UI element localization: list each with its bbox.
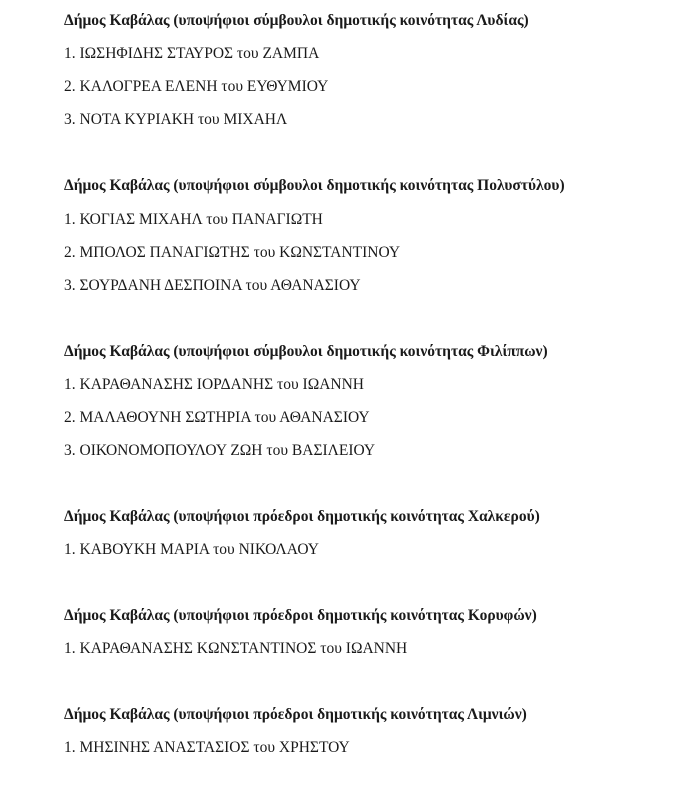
- spacer: [0, 566, 681, 599]
- candidate-entry: 1. ΚΑΒΟΥΚΗ ΜΑΡΙΑ του ΝΙΚΟΛΑΟΥ: [64, 541, 319, 558]
- candidate-entry: 1. ΚΑΡΑΘΑΝΑΣΗΣ ΙΟΡΔΑΝΗΣ του ΙΩΑΝΝΗ: [64, 376, 364, 393]
- spacer: [0, 302, 681, 335]
- candidate-entry: 1. ΙΩΣΗΦΙΔΗΣ ΣΤΑΥΡΟΣ του ΖΑΜΠΑ: [64, 45, 320, 62]
- section-heading: Δήμος Καβάλας (υποψήφιοι πρόεδροι δημοτικής κοινότητας Λιμνιών): [64, 706, 527, 723]
- spacer: [0, 136, 681, 169]
- candidate-entry: 3. ΝΟΤΑ ΚΥΡΙΑΚΗ του ΜΙΧΑΗΛ: [64, 111, 288, 128]
- section-lydia: [0, 0, 681, 136]
- candidate-entry: 1. ΜΗΣΙΝΗΣ ΑΝΑΣΤΑΣΙΟΣ του ΧΡΗΣΤΟΥ: [64, 739, 350, 756]
- candidate-entry: 1. ΚΑΡΑΘΑΝΑΣΗΣ ΚΩΝΣΤΑΝΤΙΝΟΣ του ΙΩΑΝΝΗ: [64, 640, 408, 657]
- section-heading: Δήμος Καβάλας (υποψήφιοι πρόεδροι δημοτικής κοινότητας Κορυφών): [64, 607, 537, 624]
- spacer: [0, 467, 681, 500]
- candidate-entry: 2. ΜΠΟΛΟΣ ΠΑΝΑΓΙΩΤΗΣ του ΚΩΝΣΤΑΝΤΙΝΟΥ: [64, 244, 401, 261]
- section-polystylos: [0, 169, 681, 302]
- candidate-entry: 3. ΟΙΚΟΝΟΜΟΠΟΥΛΟΥ ΖΩΗ του ΒΑΣΙΛΕΙΟΥ: [64, 442, 376, 459]
- section-chalkero: [0, 500, 681, 566]
- section-heading: Δήμος Καβάλας (υποψήφιοι σύμβουλοι δημοτικής κοινότητας Πολυστύλου): [64, 177, 565, 194]
- candidate-entry: 2. ΜΑΛΑΘΟΥΝΗ ΣΩΤΗΡΙΑ του ΑΘΑΝΑΣΙΟΥ: [64, 409, 370, 426]
- section-heading: Δήμος Καβάλας (υποψήφιοι πρόεδροι δημοτικής κοινότητας Χαλκερού): [64, 508, 540, 525]
- section-heading: Δήμος Καβάλας (υποψήφιοι σύμβουλοι δημοτικής κοινότητας Λυδίας): [64, 12, 529, 29]
- candidate-entry: 3. ΣΟΥΡΔΑΝΗ ΔΕΣΠΟΙΝΑ του ΑΘΑΝΑΣΙΟΥ: [64, 277, 361, 294]
- section-filippoi: [0, 335, 681, 467]
- spacer: [0, 665, 681, 698]
- section-koryfes: [0, 599, 681, 665]
- candidate-entry: 2. ΚΑΛΟΓΡΕΑ ΕΛΕΝΗ του ΕΥΘΥΜΙΟΥ: [64, 78, 329, 95]
- section-heading: Δήμος Καβάλας (υποψήφιοι σύμβουλοι δημοτικής κοινότητας Φιλίππων): [64, 343, 548, 360]
- candidate-entry: 1. ΚΟΓΙΑΣ ΜΙΧΑΗΛ του ΠΑΝΑΓΙΩΤΗ: [64, 211, 323, 228]
- section-limnia: [0, 698, 681, 764]
